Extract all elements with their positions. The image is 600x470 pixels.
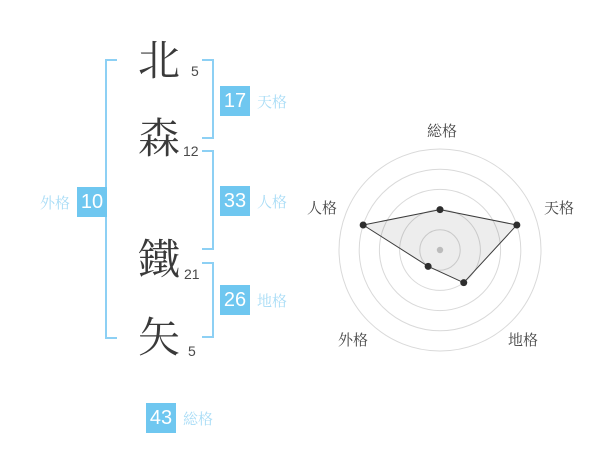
kaku-radar-chart: [300, 110, 590, 360]
tenkaku-row: [220, 86, 287, 116]
radar-data-point: [513, 222, 520, 229]
radar-axis-label: 人格: [306, 200, 338, 217]
jinkaku-row: [220, 186, 287, 216]
radar-data-point: [437, 206, 444, 213]
chikaku-row: [220, 285, 287, 315]
name-char-3: 鐵: [137, 236, 180, 283]
radar-axis-label: 総格: [426, 123, 458, 140]
name-char-4-stroke-count: 5: [188, 343, 196, 359]
name-char-2-stroke-count: 12: [183, 143, 199, 159]
chikaku-label: 地格: [257, 292, 288, 310]
radar-axis-label: 外格: [337, 332, 369, 349]
radar-axis-label: 地格: [507, 332, 539, 349]
name-char-1: 北: [137, 37, 180, 84]
chikaku-bracket: [202, 262, 214, 338]
radar-center-dot: [437, 247, 443, 253]
gaikaku-label: 外格: [40, 194, 71, 212]
jinkaku-bracket: [202, 150, 214, 250]
radar-data-point: [425, 263, 432, 270]
chikaku-value-badge: 26: [220, 285, 250, 315]
gaikaku-row: [40, 187, 107, 217]
radar-chart-svg: [300, 110, 590, 360]
radar-data-polygon: [363, 210, 517, 283]
tenkaku-bracket: [202, 59, 214, 139]
name-char-2: 森: [137, 115, 180, 162]
radar-axis-label: 天格: [543, 200, 575, 217]
name-char-1-stroke-count: 5: [191, 63, 199, 79]
tenkaku-label: 天格: [257, 93, 288, 111]
radar-data-point: [360, 222, 367, 229]
gaikaku-value-badge: 10: [77, 187, 107, 217]
jinkaku-label: 人格: [257, 193, 288, 211]
jinkaku-value-badge: 33: [220, 186, 250, 216]
soukaku-value-badge: 43: [146, 403, 176, 433]
name-char-3-stroke-count: 21: [184, 266, 200, 282]
radar-data-point: [460, 279, 467, 286]
soukaku-label: 総格: [183, 410, 214, 428]
soukaku-row: [146, 403, 213, 433]
name-char-4: 矢: [137, 314, 180, 361]
tenkaku-value-badge: 17: [220, 86, 250, 116]
